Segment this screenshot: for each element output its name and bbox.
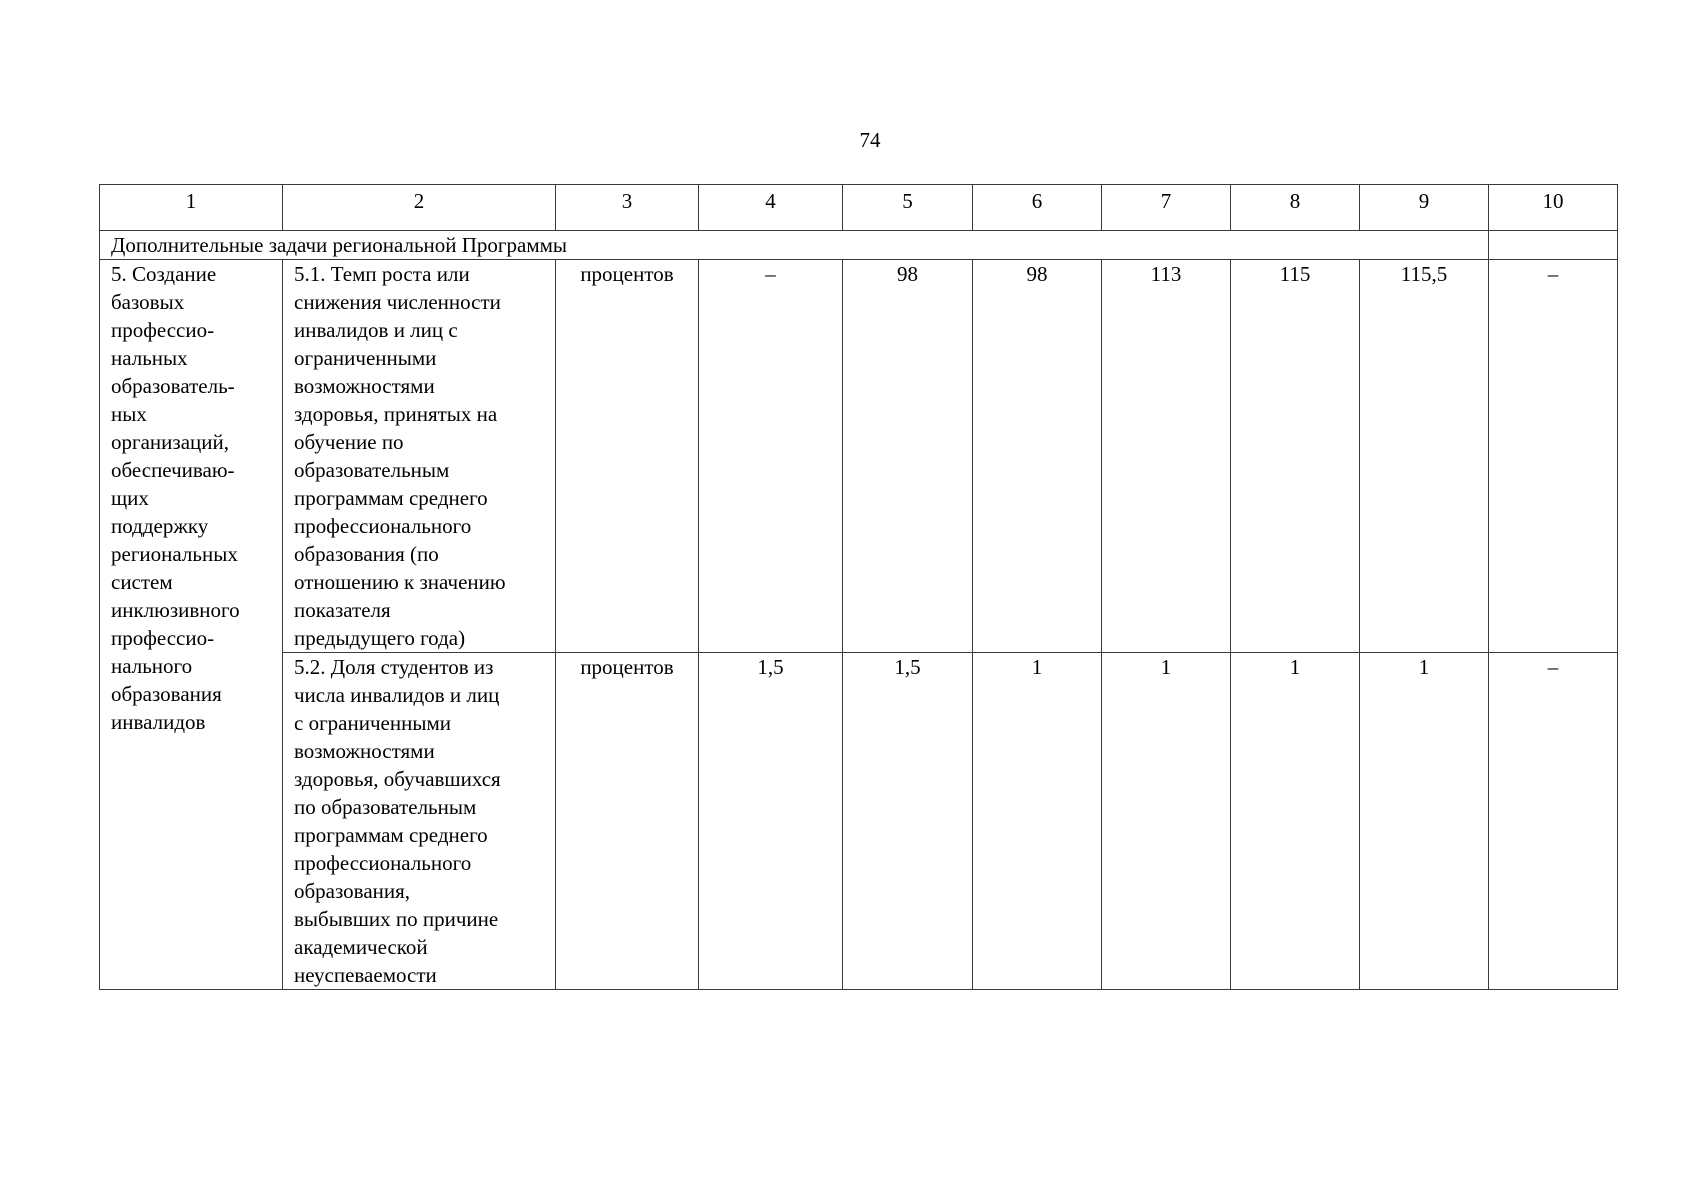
column-number-4: 4 — [699, 185, 843, 231]
value-cell: 115 — [1231, 260, 1360, 653]
unit-cell: процентов — [556, 653, 699, 990]
value-cell: 115,5 — [1360, 260, 1489, 653]
column-number-1: 1 — [100, 185, 283, 231]
value-cell: 1,5 — [699, 653, 843, 990]
table-row — [100, 260, 1618, 653]
column-number-6: 6 — [973, 185, 1102, 231]
column-number-7: 7 — [1102, 185, 1231, 231]
section-row — [100, 231, 1618, 260]
value-cell: 1 — [1102, 653, 1231, 990]
value-cell: 1 — [1360, 653, 1489, 990]
value-cell: 1,5 — [843, 653, 973, 990]
indicators-table — [99, 184, 1618, 990]
value-cell: 98 — [973, 260, 1102, 653]
value-cell: – — [1489, 260, 1618, 653]
section-title: Дополнительные задачи региональной Программы — [100, 231, 1489, 260]
unit-cell: процентов — [556, 260, 699, 653]
table-row — [100, 653, 1618, 990]
value-cell: 98 — [843, 260, 973, 653]
value-cell: – — [1489, 653, 1618, 990]
column-number-5: 5 — [843, 185, 973, 231]
indicator-cell: 5.1. Темп роста или снижения численности инвалидов и лиц с ограниченными возможностями здоровья, принятых на обучение по образовательным программам среднего профессионального образования (по отношению к значению показателя предыдущего года) — [283, 260, 556, 653]
value-cell: – — [699, 260, 843, 653]
page-number: 74 — [859, 128, 881, 152]
column-number-8: 8 — [1231, 185, 1360, 231]
section-empty-cell — [1489, 231, 1618, 260]
column-number-9: 9 — [1360, 185, 1489, 231]
task-cell: 5. Создание базовых профессио- нальных образователь- ных организаций, обеспечиваю- щих поддержку региональных систем инклюзивного профессио- нального образования инвалидов — [100, 260, 283, 990]
column-numbers-row — [100, 185, 1618, 231]
value-cell: 1 — [973, 653, 1102, 990]
value-cell: 113 — [1102, 260, 1231, 653]
column-number-3: 3 — [556, 185, 699, 231]
value-cell: 1 — [1231, 653, 1360, 990]
column-number-2: 2 — [283, 185, 556, 231]
column-number-10: 10 — [1489, 185, 1618, 231]
indicator-cell: 5.2. Доля студентов из числа инвалидов и лиц с ограниченными возможностями здоровья, обучавшихся по образовательным программам среднего профессионального образования, выбывших по причине академической неуспеваемости — [283, 653, 556, 990]
